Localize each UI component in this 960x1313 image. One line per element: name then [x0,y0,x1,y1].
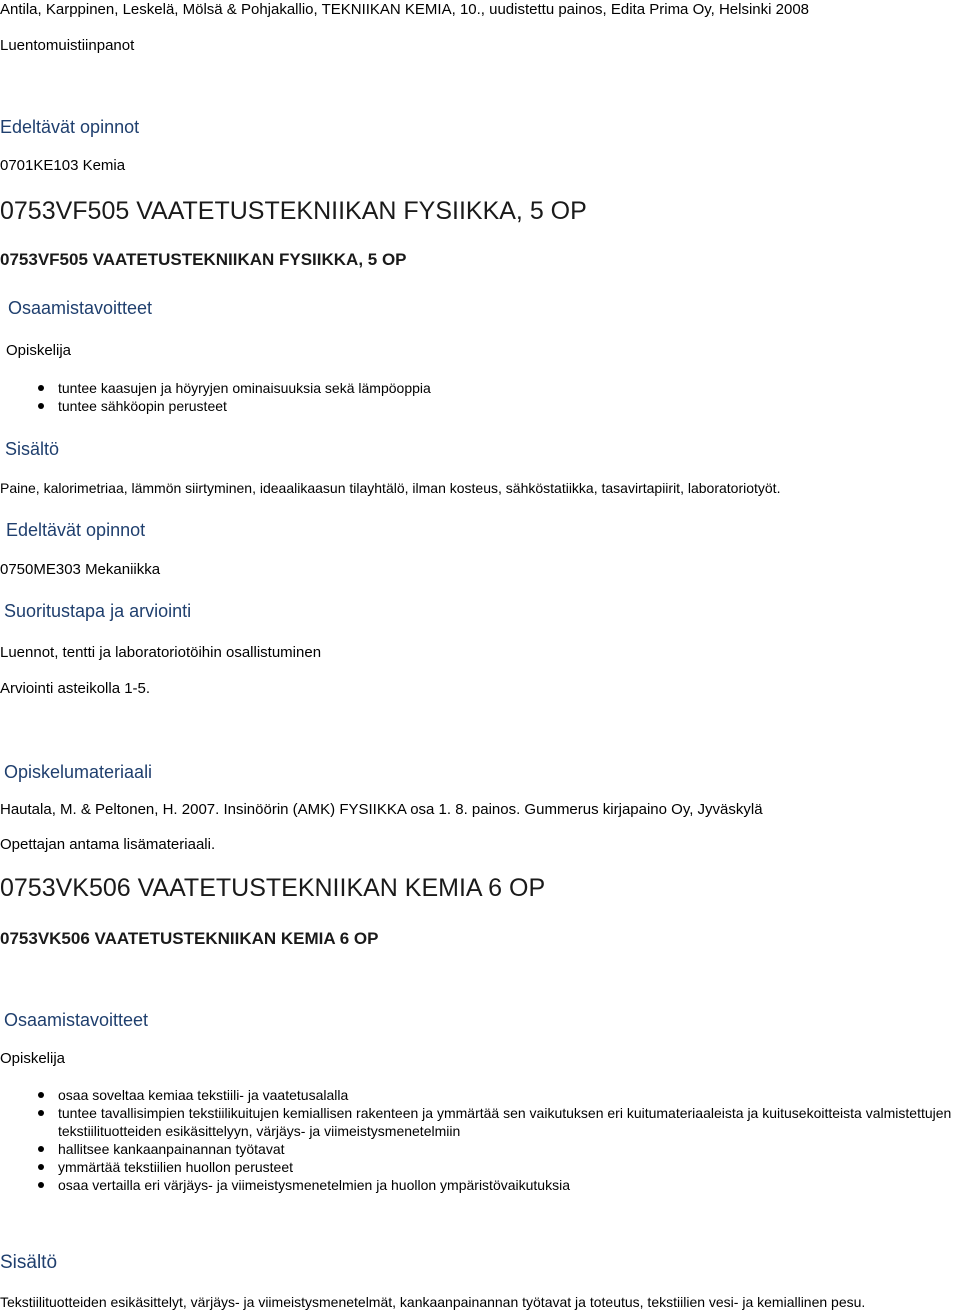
course-subtitle: 0753VF505 VAATETUSTEKNIIKAN FYSIIKKA, 5 OP [0,250,407,269]
list-item: osaa vertailla eri värjäys- ja viimeistysmenetelmien ja huollon ympäristövaikutuksia [0,1176,958,1194]
content-heading: Sisältö [0,1252,58,1273]
additional-materials-text: Opettajan antama lisämateriaali. [0,836,216,853]
list-item: ymmärtää tekstiilien huollon perusteet [0,1158,958,1176]
content-heading: Sisältö [5,439,60,459]
assessment-heading: Suoritustapa ja arviointi [4,601,192,621]
learning-goals-list [0,1086,958,1194]
course-subtitle: 0753VK506 VAATETUSTEKNIIKAN KEMIA 6 OP [0,929,379,948]
prerequisites-heading: Edeltävät opinnot [6,520,146,540]
list-item: tuntee sähköopin perusteet [0,397,431,415]
learning-goals-heading: Osaamistavoitteet [4,1010,149,1030]
student-label: Opiskelija [6,342,72,359]
content-text: Tekstiilituotteiden esikäsittelyt, värjäys- ja viimeistysmenetelmät, kankaanpainannan työtavat ja toteutus, tekstiilien vesi- ja kemiallinen pesu. [0,1294,866,1310]
student-label: Opiskelija [0,1050,66,1067]
citation-text: Antila, Karppinen, Leskelä, Mölsä & Pohjakallio, TEKNIIKAN KEMIA, 10., uudistettu painos, Edita Prima Oy, Helsinki 2008 [0,1,810,18]
grading-text: Arviointi asteikolla 1-5. [0,680,151,697]
study-materials-text: Hautala, M. & Peltonen, H. 2007. Insinöörin (AMK) FYSIIKKA osa 1. 8. painos. Gummerus kirjapaino Oy, Jyväskylä [0,801,763,818]
assessment-text: Luennot, tentti ja laboratoriotöihin osallistuminen [0,644,322,661]
prerequisites-heading: Edeltävät opinnot [0,117,140,137]
content-text: Paine, kalorimetriaa, lämmön siirtyminen, ideaalikaasun tilayhtälö, ilman kosteus, sähköstatiikka, tasavirtapiirit, laboratoriotyöt. [0,480,781,496]
course-title: 0753VK506 VAATETUSTEKNIIKAN KEMIA 6 OP [0,874,546,902]
list-item: tuntee tavallisimpien tekstiilikuitujen kemiallisen rakenteen ja ymmärtää sen vaikutuksen eri kuitumateriaaleista ja kuitusekoitteista valmistettujen tekstiilituotteiden esikäsittelyyn, värjäys- ja viimeistysmenetelmiin [0,1104,958,1140]
list-item: tuntee kaasujen ja höyryjen ominaisuuksia sekä lämpöoppia [0,379,431,397]
learning-goals-heading: Osaamistavoitteet [8,298,153,318]
learning-goals-list [0,379,431,415]
prerequisites-text: 0750ME303 Mekaniikka [0,561,161,578]
course-title: 0753VF505 VAATETUSTEKNIIKAN FYSIIKKA, 5 OP [0,197,587,225]
prerequisites-text: 0701KE103 Kemia [0,157,126,174]
lecture-notes-text: Luentomuistiinpanot [0,37,135,54]
study-materials-heading: Opiskelumateriaali [4,762,153,782]
list-item: osaa soveltaa kemiaa tekstiili- ja vaatetusalalla [0,1086,958,1104]
list-item: hallitsee kankaanpainannan työtavat [0,1140,958,1158]
